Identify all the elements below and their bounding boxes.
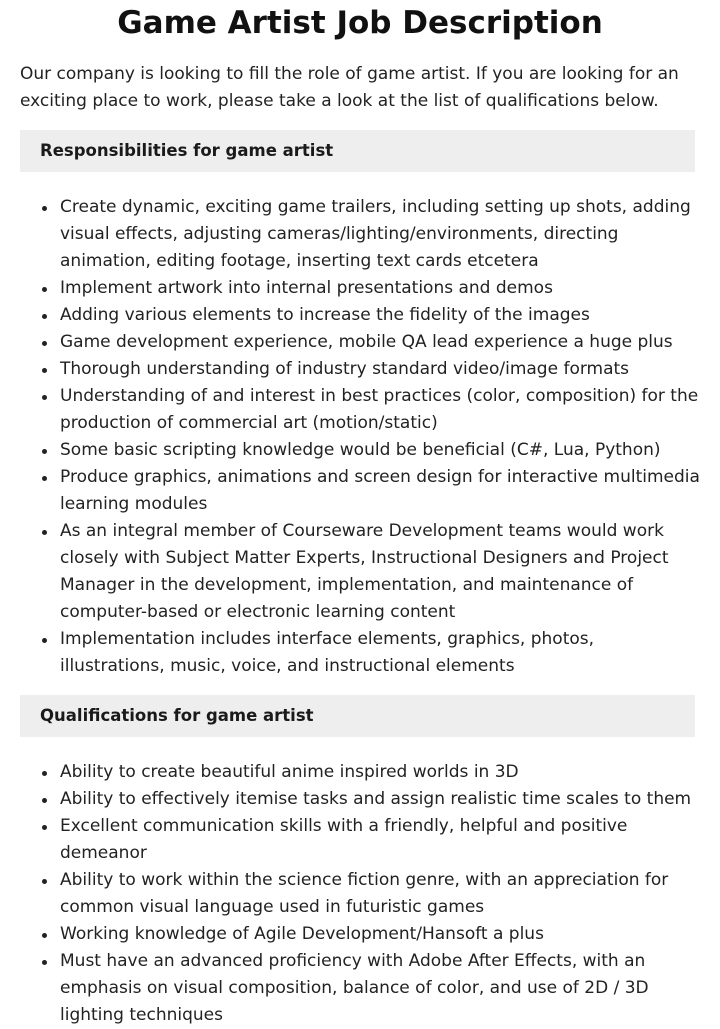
intro-paragraph: Our company is looking to fill the role of game artist. If you are looking for an exciting place to work, please take a look at the list of qualifications below. [20,64,679,111]
list-item: Must have an advanced proficiency with Adobe After Effects, with an emphasis on visual composition, balance of color, and use of 2D / 3D lighting techniques [60,948,700,1029]
responsibilities-heading: Responsibilities for game artist [20,130,695,172]
responsibilities-list [0,194,720,680]
list-item: Some basic scripting knowledge would be beneficial (C#, Lua, Python) [60,437,700,464]
list-item: Implementation includes interface elements, graphics, photos, illustrations, music, voice, and instructional elements [60,626,700,680]
list-item: Create dynamic, exciting game trailers, including setting up shots, adding visual effects, adjusting cameras/lighting/environments, directing animation, editing footage, inserting text cards etcetera [60,194,700,275]
list-item: Excellent communication skills with a friendly, helpful and positive demeanor [60,813,700,867]
qualifications-list [0,759,720,1029]
list-item: Ability to effectively itemise tasks and assign realistic time scales to them [60,786,700,813]
list-item: Game development experience, mobile QA lead experience a huge plus [60,329,700,356]
list-item: Implement artwork into internal presentations and demos [60,275,700,302]
list-item: Ability to create beautiful anime inspired worlds in 3D [60,759,700,786]
list-item: Adding various elements to increase the fidelity of the images [60,302,700,329]
qualifications-heading: Qualifications for game artist [20,695,695,737]
list-item: Thorough understanding of industry standard video/image formats [60,356,700,383]
list-item: Ability to work within the science fiction genre, with an appreciation for common visual language used in futuristic games [60,867,700,921]
list-item: As an integral member of Courseware Development teams would work closely with Subject Matter Experts, Instructional Designers and Project Manager in the development, implementation, and maintenance of computer-based or electronic learning content [60,518,700,626]
list-item: Understanding of and interest in best practices (color, composition) for the production of commercial art (motion/static) [60,383,700,437]
list-item: Produce graphics, animations and screen design for interactive multimedia learning modules [60,464,700,518]
page-title: Game Artist Job Description [117,5,603,41]
list-item: Working knowledge of Agile Development/Hansoft a plus [60,921,700,948]
